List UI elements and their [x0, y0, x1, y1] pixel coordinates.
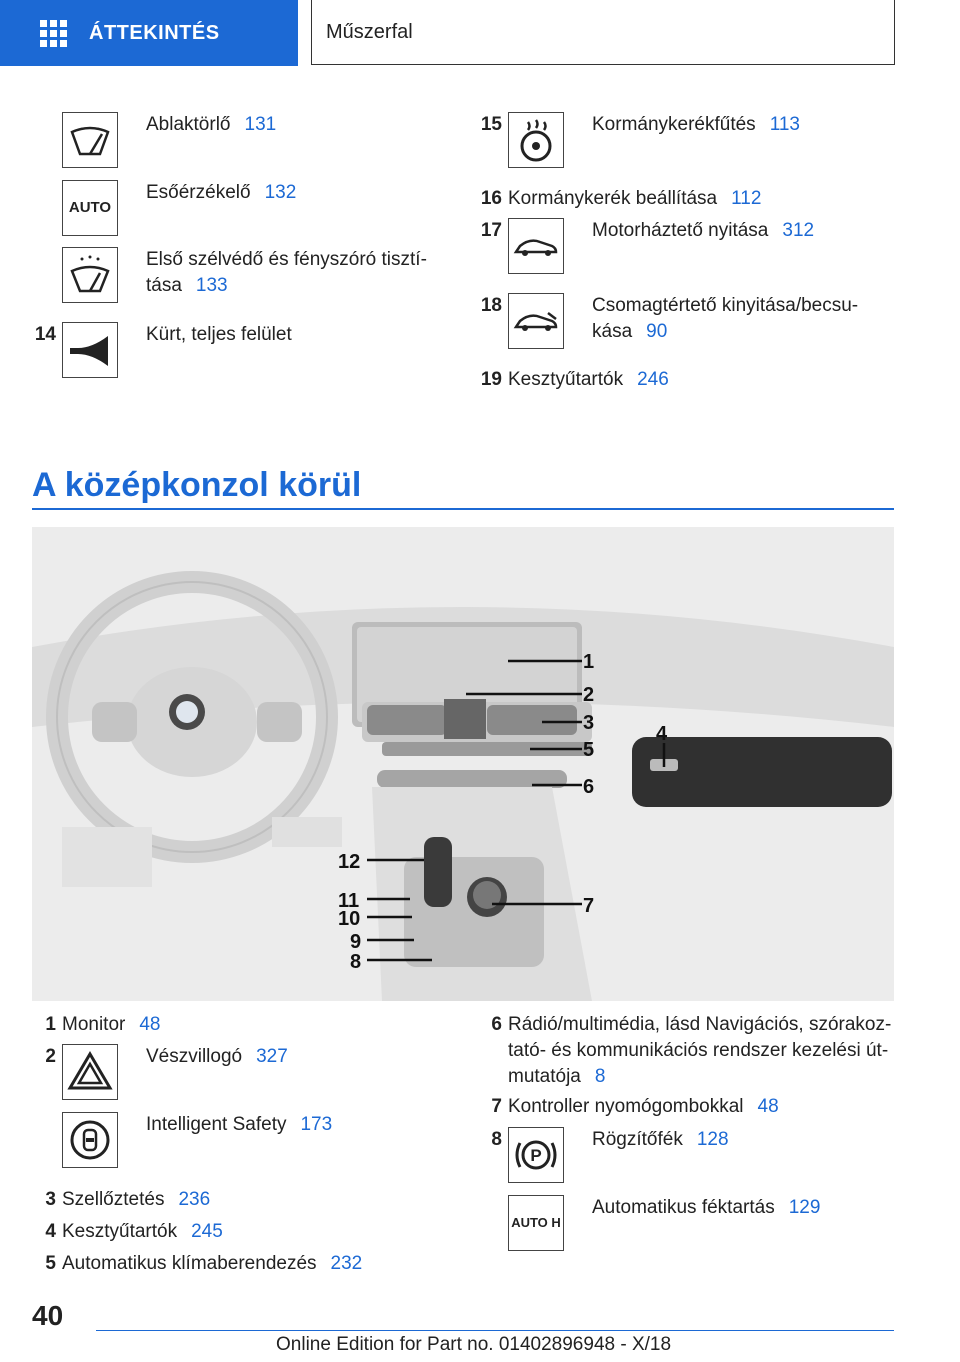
- page-ref-link[interactable]: 112: [731, 188, 762, 209]
- page-ref-link[interactable]: 232: [330, 1253, 363, 1274]
- wiper-icon: [62, 112, 118, 168]
- list-item: 4 Kesztyűtartók 245: [45, 1221, 223, 1242]
- hood-icon: [508, 218, 564, 274]
- intelligent-safety-icon: [62, 1112, 118, 1168]
- page-ref-link[interactable]: 129: [788, 1197, 821, 1218]
- page-ref-link[interactable]: 113: [769, 114, 800, 135]
- dashboard-illustration: [32, 527, 894, 1001]
- list-item: 8 P Rögzítőfék 128: [472, 1127, 729, 1183]
- hazard-icon: [62, 1044, 118, 1100]
- tab-overview-label: ÁTTEKINTÉS: [89, 21, 220, 44]
- tab-section[interactable]: [311, 0, 895, 65]
- page-ref-link[interactable]: 236: [178, 1189, 211, 1210]
- grid-menu-icon: [40, 20, 67, 47]
- section-divider: [32, 508, 894, 510]
- list-item: 18 Csomagtértető kinyitása/becsu- kása 90: [472, 293, 858, 349]
- list-item: 14 Kürt, teljes felület: [26, 322, 292, 378]
- list-item: Intelligent Safety 173: [26, 1112, 332, 1168]
- page-ref-link[interactable]: 8: [594, 1066, 606, 1087]
- callout-5: 5: [583, 739, 595, 761]
- footer-divider: [96, 1330, 894, 1331]
- callout-10: 10: [338, 908, 361, 930]
- auto-hold-icon: AUTO H: [508, 1195, 564, 1251]
- list-item: 17 Motorháztető nyitása 312: [472, 218, 814, 274]
- callout-2: 2: [583, 684, 595, 706]
- page-ref-link[interactable]: 48: [139, 1014, 161, 1035]
- list-item: Első szélvédő és fényszóró tisztí- tása 133: [26, 247, 427, 303]
- list-item: 5 Automatikus klímaberendezés 232: [45, 1253, 363, 1274]
- callout-6: 6: [583, 776, 595, 798]
- auto-icon: AUTO: [62, 180, 118, 236]
- callout-8: 8: [350, 951, 362, 973]
- page-ref-link[interactable]: 245: [191, 1221, 223, 1242]
- callout-3: 3: [583, 712, 595, 734]
- callout-9: 9: [350, 931, 362, 953]
- washer-icon: [62, 247, 118, 303]
- callout-4: 4: [656, 723, 668, 745]
- page-ref-link[interactable]: 133: [195, 275, 228, 296]
- list-item: 1 Monitor 48: [45, 1014, 161, 1035]
- page-ref-link[interactable]: 312: [782, 220, 815, 241]
- footer-edition: Online Edition for Part no. 01402896948 - X/18: [276, 1334, 672, 1355]
- page-number: 40: [32, 1300, 64, 1331]
- page-ref-link[interactable]: 131: [244, 114, 277, 135]
- page-ref-link[interactable]: 246: [637, 369, 669, 390]
- list-item: 16 Kormánykerék beállítása 112: [480, 188, 762, 209]
- list-item: AUTO H Automatikus féktartás 129: [472, 1195, 820, 1251]
- callout-11: 11: [338, 890, 360, 912]
- page-ref-link[interactable]: 90: [646, 321, 668, 342]
- page-ref-link[interactable]: 173: [300, 1114, 333, 1135]
- list-item: 19 Kesztyűtartók 246: [480, 369, 669, 390]
- steering-heat-icon: [508, 112, 564, 168]
- list-item: 6 Rádió/multimédia, lásd Navigációs, szórakoz- tató- és kommunikációs rendszer kezelési út- mutatója 8: [491, 1014, 892, 1087]
- list-item: AUTO Esőérzékelő 132: [26, 180, 296, 236]
- top-bar: [0, 0, 960, 66]
- list-item: 3 Szellőztetés 236: [45, 1189, 211, 1210]
- parking-brake-icon: [508, 1127, 564, 1183]
- dashboard-photo: [32, 527, 894, 1001]
- callout-12: 12: [338, 851, 361, 873]
- page-ref-link[interactable]: 132: [264, 182, 297, 203]
- page-ref-link[interactable]: 327: [256, 1046, 288, 1067]
- page-ref-link[interactable]: 128: [696, 1129, 729, 1150]
- page-ref-link[interactable]: 48: [757, 1096, 779, 1117]
- callout-1: 1: [583, 651, 595, 673]
- trunk-icon: [508, 293, 564, 349]
- horn-icon: [62, 322, 118, 378]
- list-item: 7 Kontroller nyomógombokkal 48: [491, 1096, 779, 1117]
- tab-overview[interactable]: [0, 0, 298, 66]
- section-label: Műszerfal: [326, 20, 413, 43]
- section-title: A középkonzol körül: [32, 466, 362, 504]
- list-item: 15 Kormánykerékfűtés 113: [472, 112, 800, 168]
- callout-7: 7: [583, 895, 595, 917]
- svg-text:P: P: [530, 1146, 542, 1165]
- list-item: Ablaktörlő 131: [26, 112, 276, 168]
- list-item: 2 Vészvillogó 327: [26, 1044, 288, 1100]
